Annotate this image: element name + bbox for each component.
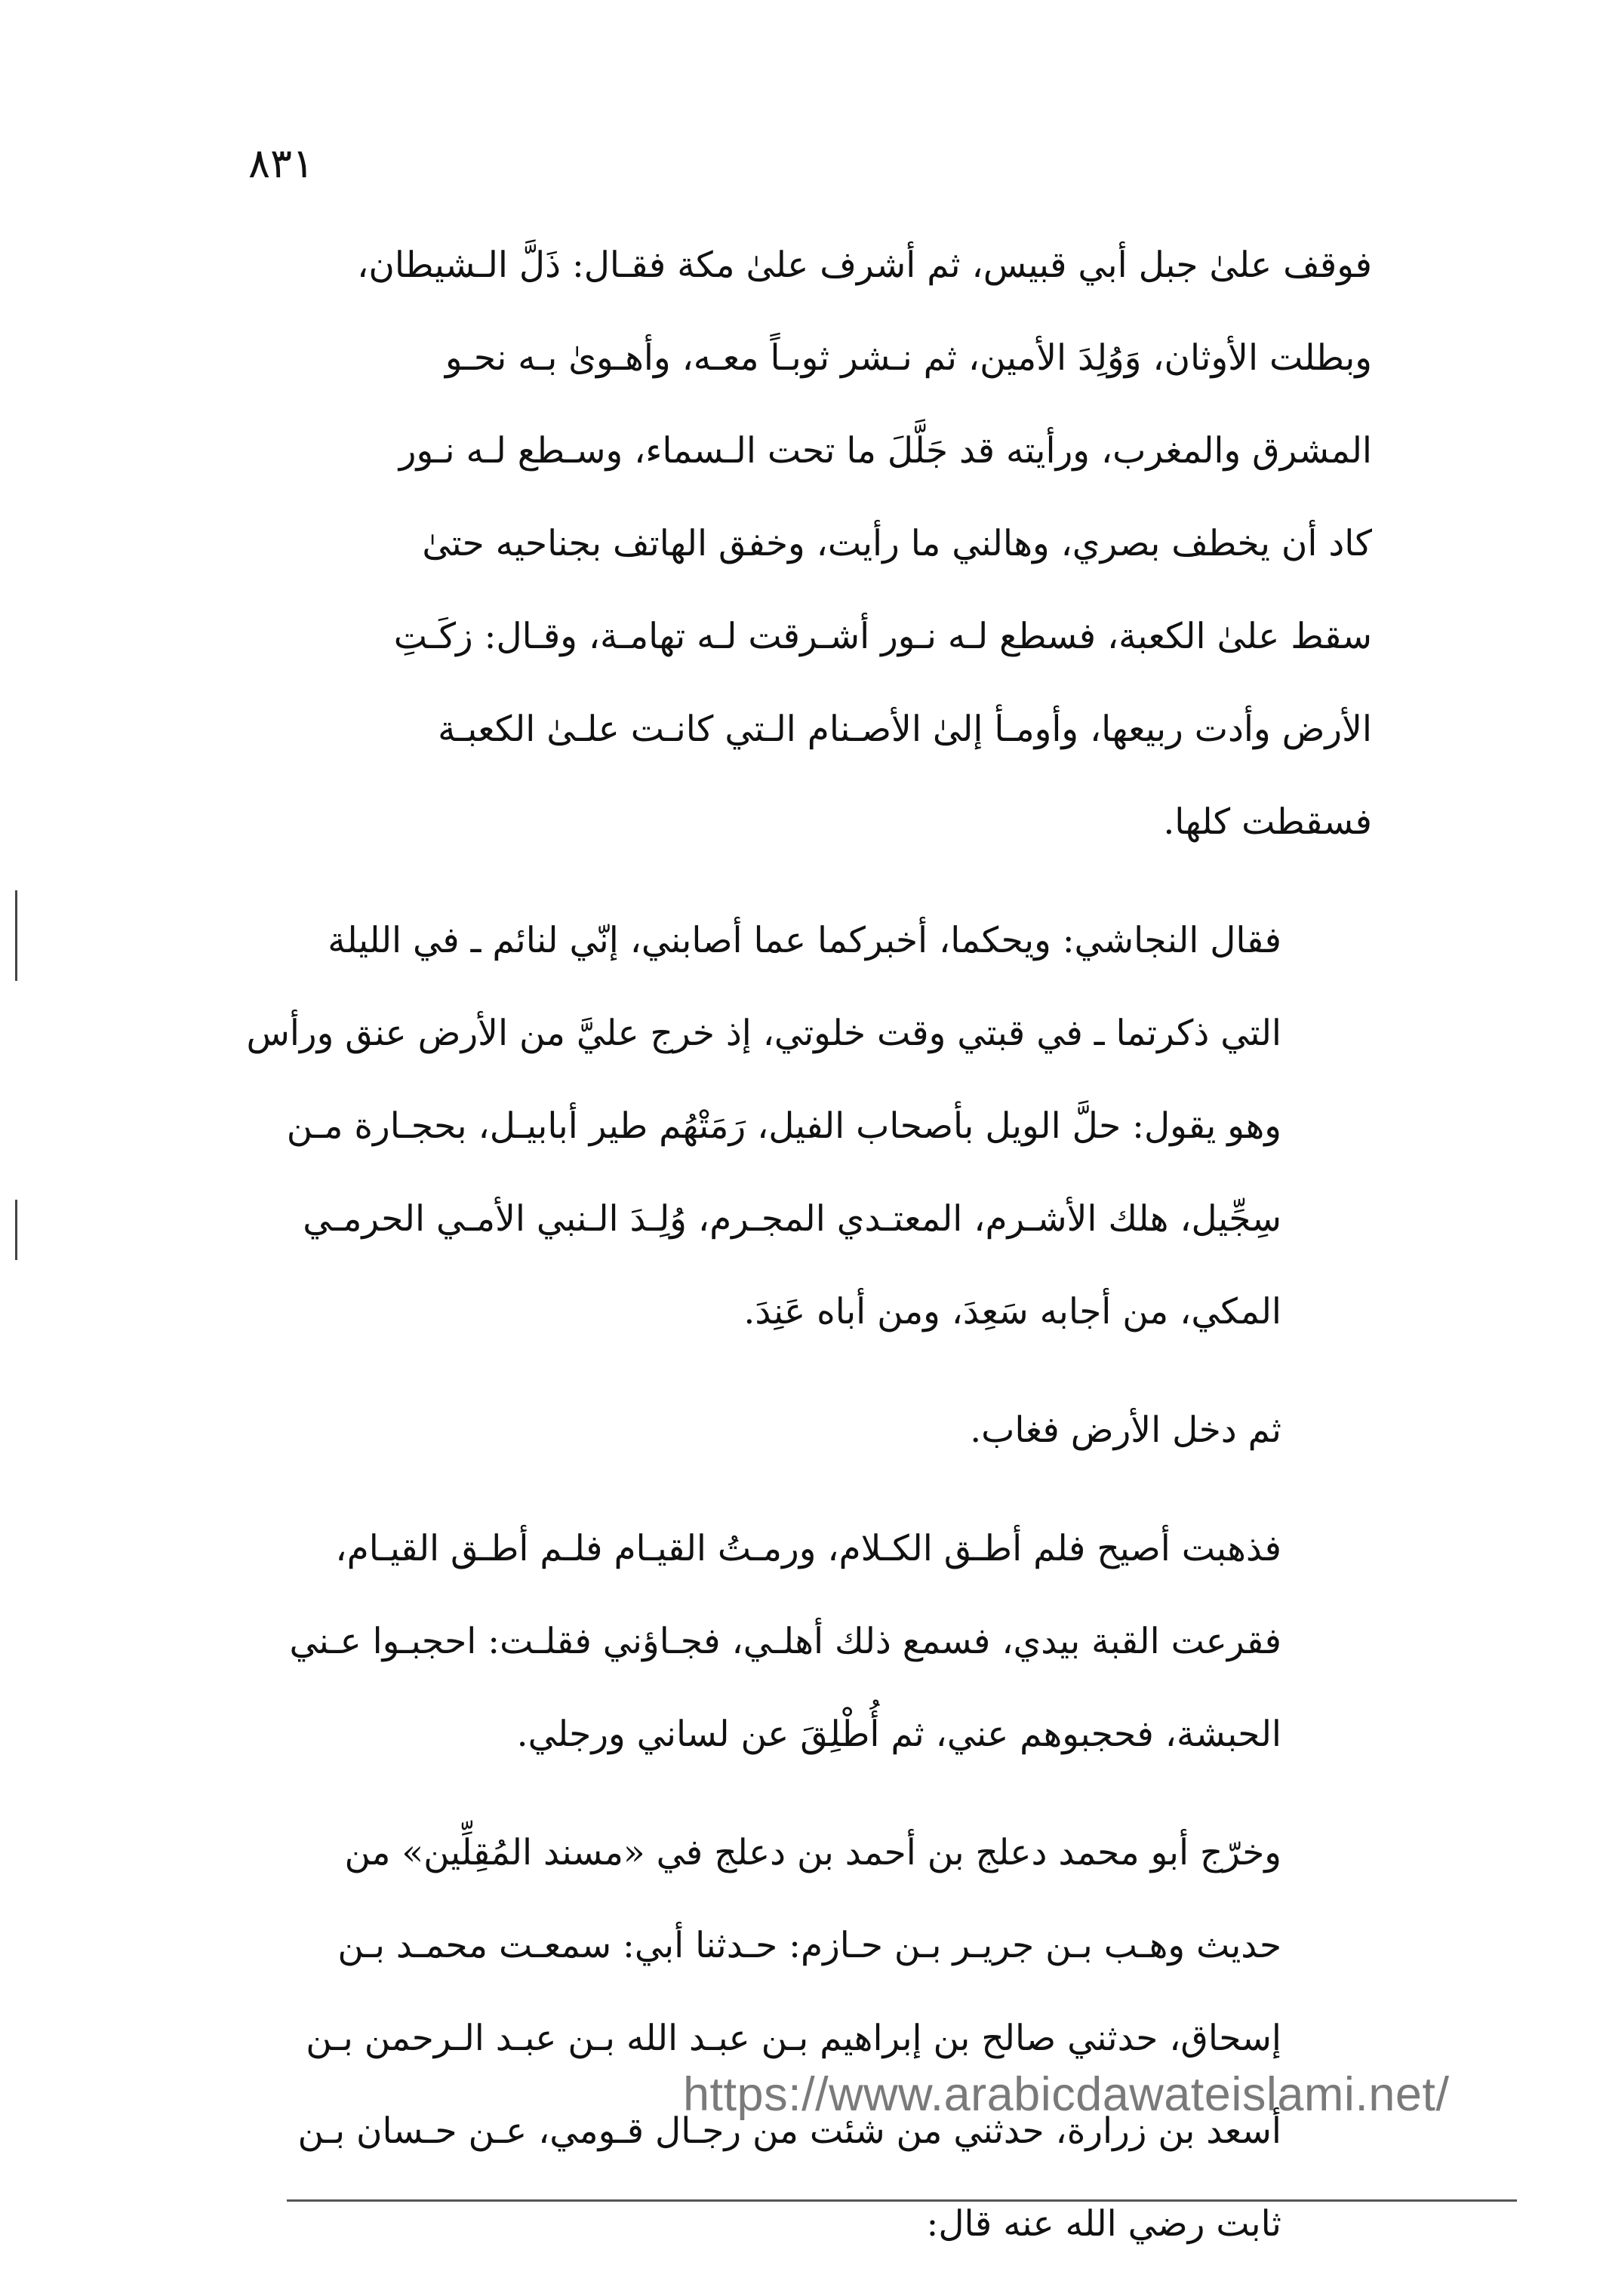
page-number: ٨٣١ <box>248 140 314 187</box>
page-body-text <box>236 219 1372 2296</box>
watermark-url: https://www.arabicdawateislami.net/ <box>683 2068 1450 2121</box>
text-line: ثابت رضي الله عنه قال: <box>926 2203 1281 2245</box>
text-line: فسقطت كلها. <box>1163 801 1372 843</box>
paragraph-2 <box>236 894 1372 1358</box>
scan-edge-mark <box>15 890 17 981</box>
paragraph-1 <box>236 219 1372 868</box>
text-line: وبطلت الأوثان، وَوُلِدَ الأمين، ثم نـشر ثوبـاً معـه، وأهـوىٰ بـه نحـو <box>445 337 1372 379</box>
text-line: ثم دخل الأرض فغاب. <box>970 1409 1281 1451</box>
text-line: المكي، من أجابه سَعِدَ، ومن أباه عَنِدَ. <box>743 1291 1281 1332</box>
text-line: سِجِّيل، هلك الأشـرم، المعتـدي المجـرم، وُلِـدَ الـنبي الأمـي الحرمـي <box>303 1198 1281 1240</box>
text-line: فقال النجاشي: ويحكما، أخبركما عما أصابني، إنّي لنائم ـ في الليلة <box>328 920 1281 961</box>
text-line: فذهبت أصيح فلم أطـق الكـلام، ورمـتُ القيـام فلـم أطـق القيـام، <box>335 1528 1281 1569</box>
text-line: أسعد بن زرارة، حدثني من شئت من رجـال قـومي، عـن حـسان بـن <box>297 2110 1281 2152</box>
paragraph-4 <box>236 1502 1372 1781</box>
text-line: إسحاق، حدثني صالح بن إبراهيم بـن عبـد الله بـن عبـد الـرحمن بـن <box>306 2018 1281 2059</box>
text-line: المشرق والمغرب، ورأيته قد جَلَّلَ ما تحت الـسماء، وسـطع لـه نـور <box>398 430 1372 472</box>
paragraph-3 <box>236 1384 1372 1477</box>
text-line: وهو يقول: حلَّ الويل بأصحاب الفيل، رَمَتْهُم طير أبابيـل، بحجـارة مـن <box>286 1105 1281 1147</box>
text-line: سقط علىٰ الكعبة، فسطع لـه نـور أشـرقت لـه تهامـة، وقـال: زكَـتِ <box>393 616 1372 657</box>
text-line: الأرض وأدت ربيعها، وأومـأ إلىٰ الأصـنام الـتي كانـت علـىٰ الكعبـة <box>438 708 1372 750</box>
text-line: التي ذكرتما ـ في قبتي وقت خلوتي، إذ خرج عليَّ من الأرض عنق ورأس <box>246 1013 1281 1054</box>
text-line: كاد أن يخطف بصري، وهالني ما رأيت، وخفق الهاتف بجناحيه حتىٰ <box>422 523 1372 564</box>
text-line: وخرّج أبو محمد دعلج بن أحمد بن دعلج في «مسند المُقِلِّين» من <box>344 1832 1281 1873</box>
text-line: فقرعت القبة بيدي، فسمع ذلك أهلـي، فجـاؤني فقلـت: احجبـوا عـني <box>289 1621 1281 1662</box>
text-line: فوقف علىٰ جبل أبي قبيس، ثم أشرف علىٰ مكة فقـال: ذَلَّ الـشيطان، <box>357 244 1372 286</box>
text-line: حديث وهـب بـن جريـر بـن حـازم: حـدثنا أبي: سمعـت محمـد بـن <box>337 1925 1281 1966</box>
text-line: الحبشة، فحجبوهم عني، ثم أُطْلِقَ عن لساني ورجلي. <box>516 1714 1281 1755</box>
page-bottom-rule <box>287 2199 1517 2202</box>
scan-edge-mark <box>15 1200 17 1260</box>
